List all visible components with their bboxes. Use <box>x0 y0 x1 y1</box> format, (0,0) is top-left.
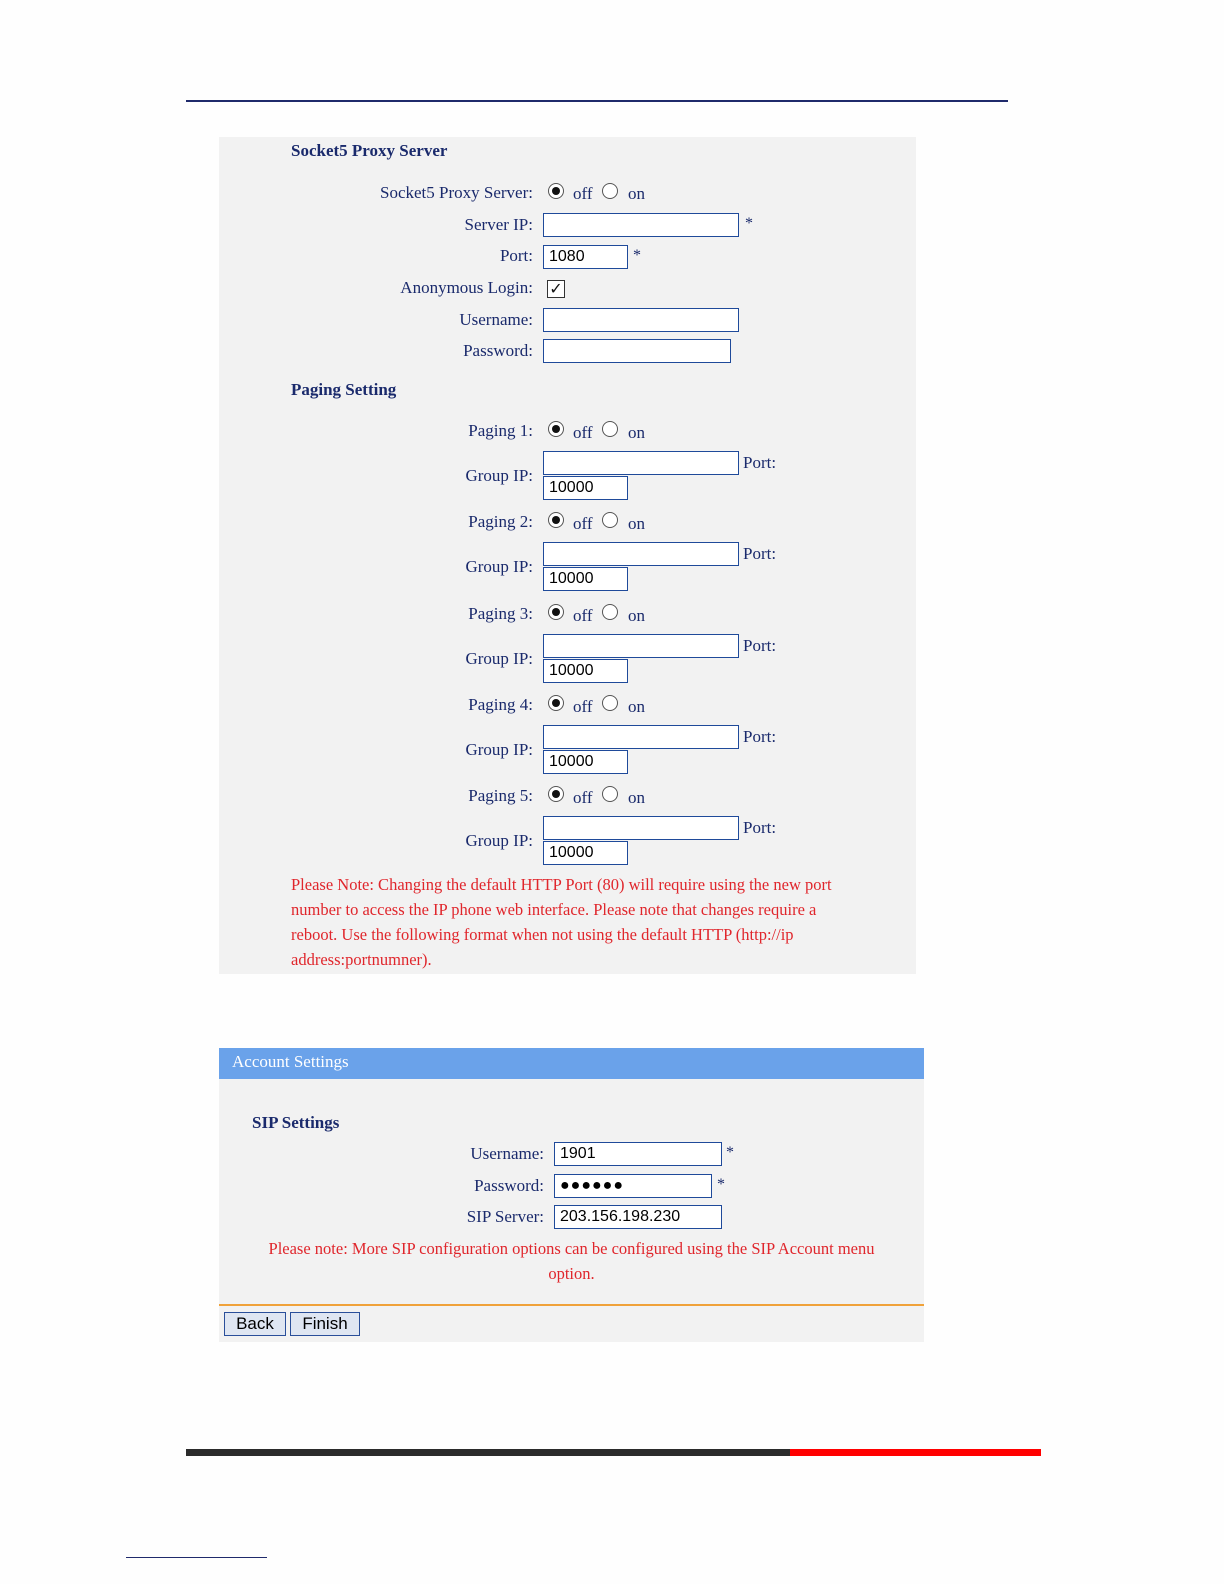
socket5-on-radio[interactable] <box>602 183 618 199</box>
socket5-on-label: on <box>628 184 645 203</box>
socket5-proxy-label: Socket5 Proxy Server: <box>380 183 533 202</box>
socket5-off-label: off <box>573 184 593 203</box>
server-ip-label: Server IP: <box>464 215 533 234</box>
account-settings-title: Account Settings <box>232 1052 349 1071</box>
sip-note-line: Please note: More SIP configuration options can be configured using the SIP Account menu <box>268 1239 875 1258</box>
proxy-username-label: Username: <box>459 310 533 329</box>
paging-4-group-ip-input[interactable] <box>543 725 739 749</box>
paging-2-off-radio[interactable] <box>548 512 564 528</box>
sip-server-label: SIP Server: <box>466 1207 544 1226</box>
paging-1-group-ip-input[interactable] <box>543 451 739 475</box>
paging-4-port-label: Port: <box>743 727 777 746</box>
paging-4-off-radio[interactable] <box>548 695 564 711</box>
paging-3-off-label: off <box>573 606 593 625</box>
paging-section-title: Paging Setting <box>291 380 397 399</box>
paging-4-on-radio[interactable] <box>602 695 618 711</box>
sip-username-required: * <box>726 1144 734 1161</box>
paging-2-on-radio[interactable] <box>602 512 618 528</box>
paging-1-group-ip-label: Group IP: <box>465 466 533 485</box>
paging-3-port-input[interactable]: 10000 <box>543 659 628 683</box>
header-rule <box>186 100 1008 102</box>
paging-1-on-radio[interactable] <box>602 421 618 437</box>
paging-1-off-radio[interactable] <box>548 421 564 437</box>
button-divider <box>219 1304 924 1306</box>
server-ip-input[interactable] <box>543 213 739 237</box>
sip-server-input[interactable]: 203.156.198.230 <box>554 1205 722 1229</box>
paging-1-on-label: on <box>628 423 645 442</box>
paging-3-label: Paging 3: <box>468 604 533 623</box>
paging-5-group-ip-label: Group IP: <box>465 831 533 850</box>
paging-1-port-label: Port: <box>743 453 777 472</box>
sip-password-required: * <box>717 1176 725 1193</box>
anonymous-login-label: Anonymous Login: <box>400 278 533 297</box>
paging-3-group-ip-label: Group IP: <box>465 649 533 668</box>
paging-5-label: Paging 5: <box>468 786 533 805</box>
paging-1-port-input[interactable]: 10000 <box>543 476 628 500</box>
paging-4-label: Paging 4: <box>468 695 533 714</box>
footer-bar-dark <box>186 1449 790 1456</box>
paging-1-off-label: off <box>573 423 593 442</box>
footer-bar-red <box>790 1449 1041 1456</box>
proxy-port-label: Port: <box>499 246 533 265</box>
sip-settings-title: SIP Settings <box>252 1113 340 1132</box>
server-ip-required: * <box>745 215 753 232</box>
note-line: address:portnumner). <box>291 950 432 969</box>
finish-button[interactable]: Finish <box>290 1312 360 1336</box>
http-port-note <box>291 872 911 972</box>
socket5-off-radio[interactable] <box>548 183 564 199</box>
back-button[interactable]: Back <box>224 1312 286 1336</box>
paging-5-port-label: Port: <box>743 818 777 837</box>
paging-2-off-label: off <box>573 514 593 533</box>
sip-username-label: Username: <box>470 1144 544 1163</box>
paging-4-group-ip-label: Group IP: <box>465 740 533 759</box>
paging-3-port-label: Port: <box>743 636 777 655</box>
sip-note <box>219 1236 924 1286</box>
paging-2-group-ip-input[interactable] <box>543 542 739 566</box>
paging-2-on-label: on <box>628 514 645 533</box>
paging-5-group-ip-input[interactable] <box>543 816 739 840</box>
footnote-rule <box>126 1557 267 1558</box>
paging-1-label: Paging 1: <box>468 421 533 440</box>
sip-username-input[interactable]: 1901 <box>554 1142 722 1166</box>
paging-2-port-label: Port: <box>743 544 777 563</box>
socket5-section-title: Socket5 Proxy Server <box>291 141 448 160</box>
proxy-password-input[interactable] <box>543 339 731 363</box>
paging-5-on-radio[interactable] <box>602 786 618 802</box>
proxy-port-input[interactable]: 1080 <box>543 245 628 269</box>
sip-password-label: Password: <box>474 1176 544 1195</box>
paging-3-on-label: on <box>628 606 645 625</box>
anonymous-login-checkbox[interactable]: ✓ <box>547 280 565 298</box>
sip-note-line: option. <box>548 1264 595 1283</box>
paging-5-off-label: off <box>573 788 593 807</box>
paging-3-off-radio[interactable] <box>548 604 564 620</box>
proxy-username-input[interactable] <box>543 308 739 332</box>
note-line: Please Note: Changing the default HTTP Port (80) will require using the new port <box>291 875 832 894</box>
note-line: number to access the IP phone web interface. Please note that changes require a <box>291 900 817 919</box>
paging-4-off-label: off <box>573 697 593 716</box>
paging-4-port-input[interactable]: 10000 <box>543 750 628 774</box>
sip-password-input[interactable]: ●●●●●● <box>554 1174 712 1198</box>
paging-5-off-radio[interactable] <box>548 786 564 802</box>
paging-3-on-radio[interactable] <box>602 604 618 620</box>
paging-4-on-label: on <box>628 697 645 716</box>
paging-2-group-ip-label: Group IP: <box>465 557 533 576</box>
paging-2-label: Paging 2: <box>468 512 533 531</box>
paging-5-on-label: on <box>628 788 645 807</box>
proxy-port-required: * <box>633 247 641 264</box>
note-line: reboot. Use the following format when not using the default HTTP (http://ip <box>291 925 794 944</box>
paging-5-port-input[interactable]: 10000 <box>543 841 628 865</box>
paging-2-port-input[interactable]: 10000 <box>543 567 628 591</box>
proxy-password-label: Password: <box>463 341 533 360</box>
paging-3-group-ip-input[interactable] <box>543 634 739 658</box>
